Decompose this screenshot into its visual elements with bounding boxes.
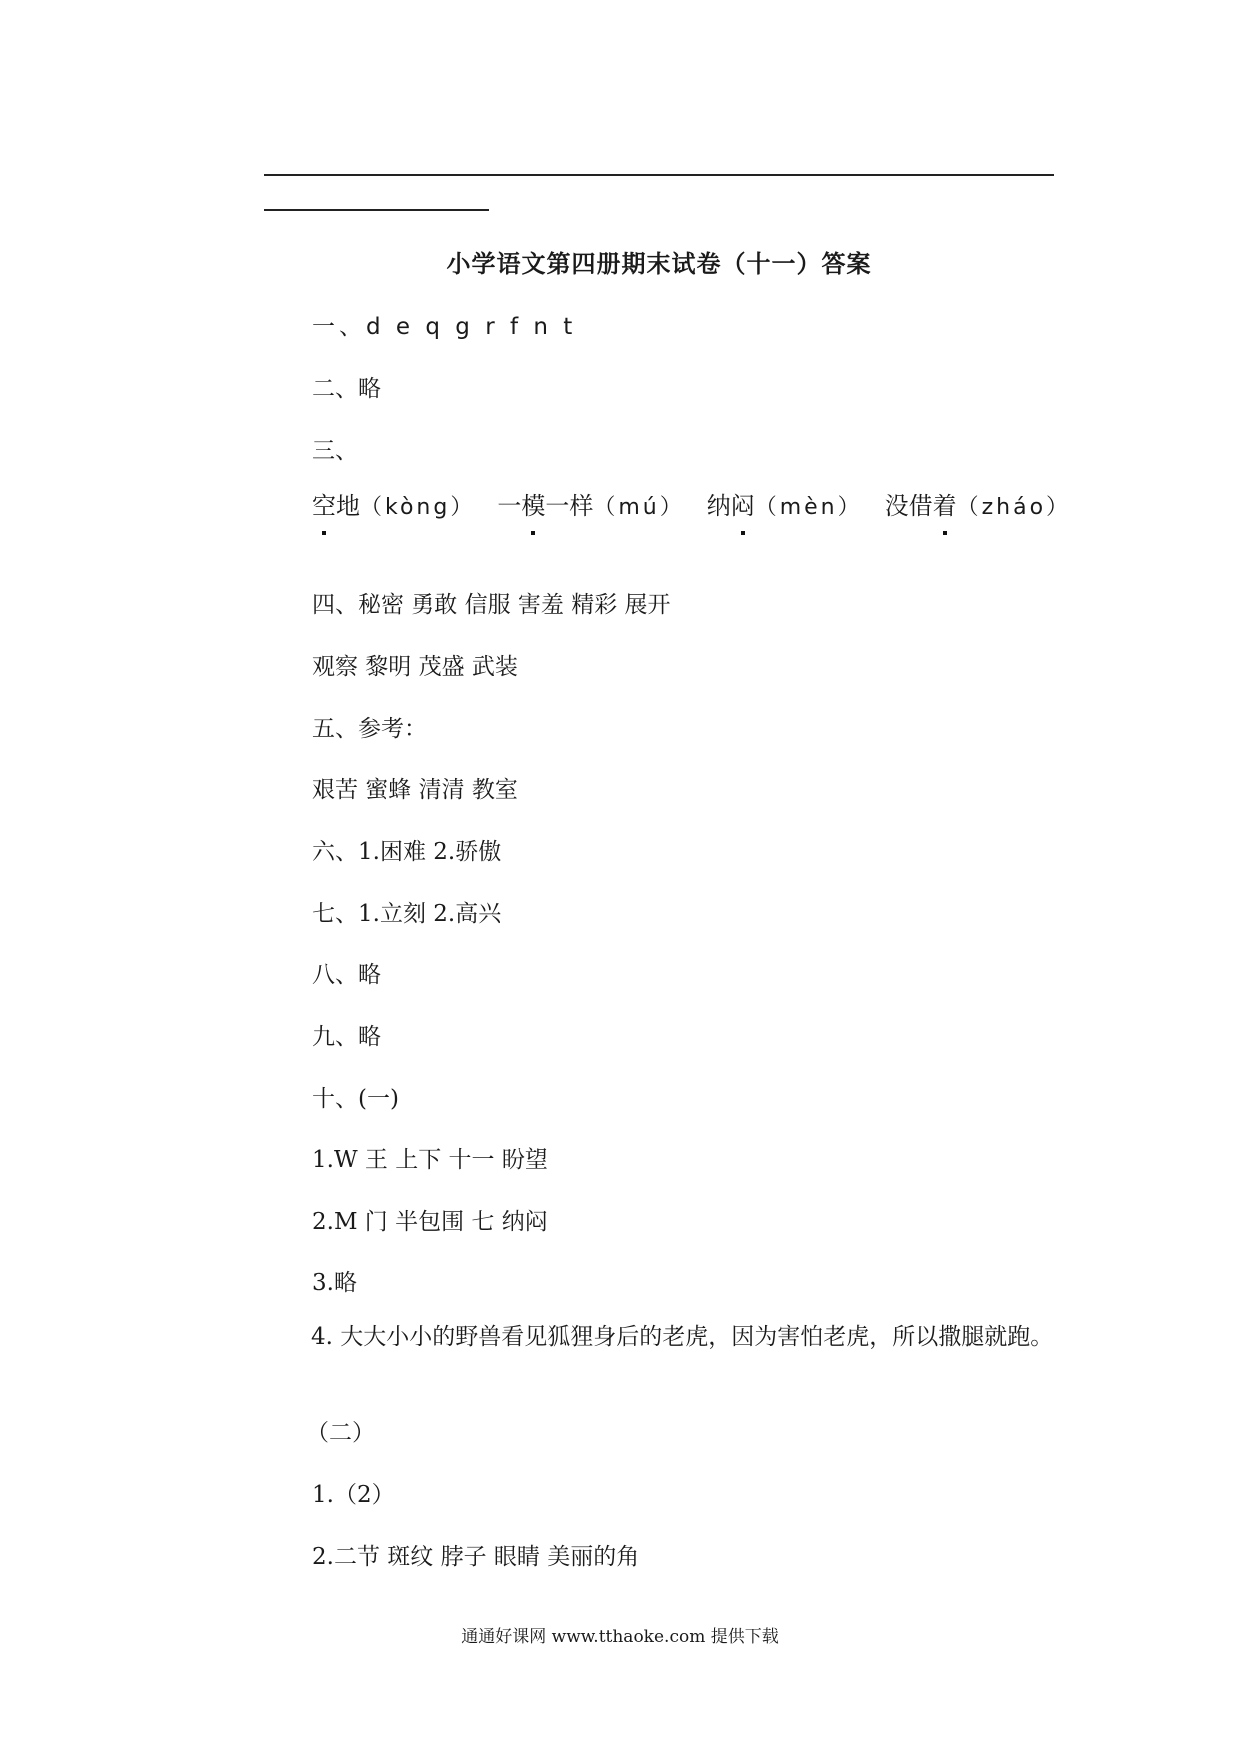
answer-q8: 八、略 <box>312 962 381 988</box>
pinyin-word <box>497 486 593 521</box>
answer-q9: 九、略 <box>312 1024 381 1050</box>
emphasis-dot <box>943 531 947 535</box>
answer-q2: 二、略 <box>312 376 381 402</box>
answer-q5-heading: 五、参考： <box>312 716 427 742</box>
answer-sub2-1: 1.（2） <box>312 1482 395 1508</box>
answer-q6: 六、1.困难 2.骄傲 <box>312 839 502 865</box>
pinyin-reading: （kòng） <box>360 495 476 520</box>
answer-q4-line1: 四、秘密 勇敢 信服 害羞 精彩 展开 <box>312 592 671 618</box>
pinyin-reading: （mèn） <box>754 495 863 520</box>
answer-q4-line2: 观察 黎明 茂盛 武装 <box>312 654 518 680</box>
pinyin-item <box>707 486 863 530</box>
answer-q10-3: 3.略 <box>312 1270 357 1296</box>
separator-rule-short <box>264 209 489 211</box>
answer-q1: 一、d e q g r f n t <box>312 314 577 340</box>
answer-q3: 三、 <box>312 438 358 464</box>
pinyin-word-text: 空地 <box>312 492 360 520</box>
answer-q7: 七、1.立刻 2.高兴 <box>312 901 502 927</box>
separator-rule-long <box>264 174 1054 176</box>
pinyin-word <box>707 486 755 521</box>
answer-q10-1: 1.W 王 上下 十一 盼望 <box>312 1147 548 1173</box>
page-title: 小学语文第四册期末试卷（十一）答案 <box>446 250 872 278</box>
emphasis-dot <box>322 531 326 535</box>
answer-sub2-2: 2.二节 斑纹 脖子 眼睛 美丽的角 <box>312 1544 640 1570</box>
answer-q10-4-text: 4. 大大小小的野兽看见狐狸身后的老虎，因为害怕老虎，所以撒腿就跑。 <box>311 1324 1054 1350</box>
emphasis-dot <box>531 531 535 535</box>
pinyin-word-text: 没借着 <box>884 492 957 520</box>
answer-q10-2: 2.M 门 半包围 七 纳闷 <box>312 1209 548 1235</box>
answer-q10-heading: 十、(一) <box>312 1086 399 1112</box>
pinyin-word-text: 纳闷 <box>706 492 755 520</box>
pinyin-item <box>497 486 684 530</box>
answer-sub2-heading: （二） <box>306 1420 375 1446</box>
pinyin-reading: （zháo） <box>956 495 1072 520</box>
pinyin-word-text: 一模一样 <box>497 492 594 520</box>
emphasis-dot <box>741 531 745 535</box>
answer-q10-4 <box>264 1320 1054 1354</box>
pinyin-word <box>312 486 360 521</box>
pinyin-item <box>885 486 1071 530</box>
footer-credit: 通通好课网 www.tthaoke.com 提供下载 <box>461 1627 779 1647</box>
answer-q5-line: 艰苦 蜜蜂 清清 教室 <box>312 777 518 803</box>
pinyin-item <box>312 486 475 530</box>
pinyin-row <box>312 486 1071 530</box>
pinyin-reading: （mú） <box>593 495 685 520</box>
pinyin-word <box>885 486 957 521</box>
